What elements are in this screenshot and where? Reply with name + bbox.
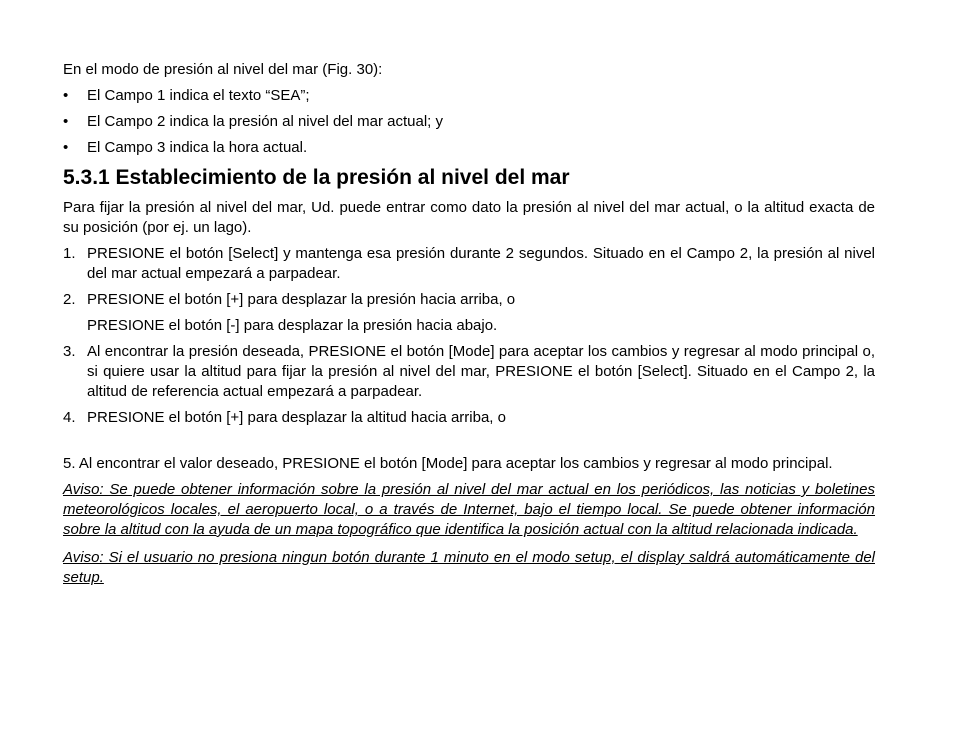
step-text: PRESIONE el botón [+] para desplazar la altitud hacia arriba, o	[87, 409, 506, 426]
step-number: 1.	[63, 245, 76, 262]
step-item	[63, 408, 875, 428]
step-number: 2.	[63, 291, 76, 308]
bullet-mark: •	[63, 113, 69, 130]
step-item	[63, 316, 875, 336]
step-number: 3.	[63, 343, 76, 360]
step-number	[63, 316, 87, 336]
step-text: PRESIONE el botón [-] para desplazar la presión hacia abajo.	[87, 317, 498, 334]
step-number: 4.	[63, 409, 76, 426]
document-content	[63, 60, 875, 588]
step-item	[63, 290, 875, 310]
bullet-item	[63, 112, 875, 132]
bullet-item	[63, 86, 875, 106]
step-text: PRESIONE el botón [+] para desplazar la presión hacia arriba, o	[87, 291, 516, 308]
bullet-text: El Campo 3 indica la hora actual.	[87, 139, 308, 156]
notice-text: Aviso: Se puede obtener información sobre la presión al nivel del mar actual en los periódicos, las noticias y boletines meteorológicos locales, el aeropuerto local, o a través de Internet, bajo el tiempo local. Se puede obtener información sobre la altitud con la ayuda de un mapa topográfico que identifica la posición actual con la altitud relacionada indicada.	[63, 481, 875, 538]
notice-text: Aviso: Si el usuario no presiona ningun botón durante 1 minuto en el modo setup, el display saldrá automáticamente del setup.	[63, 549, 875, 586]
step-text: Al encontrar la presión deseada, PRESIONE el botón [Mode] para aceptar los cambios y regresar al modo principal o, si quiere usar la altitud para fijar la presión al nivel del mar, PRESIONE el botón [Select]. Situado en el Campo 2, la altitud de referencia actual empezará a parpadear.	[87, 343, 875, 400]
intro-text: En el modo de presión al nivel del mar (Fig. 30):	[63, 61, 383, 78]
step-5-text: 5. Al encontrar el valor deseado, PRESIONE el botón [Mode] para aceptar los cambios y regresar al modo principal.	[63, 455, 833, 472]
section-intro: Para fijar la presión al nivel del mar, Ud. puede entrar como dato la presión al nivel del mar actual, o la altitud exacta de su posición (por ej. un lago).	[63, 199, 875, 236]
bullet-mark: •	[63, 87, 69, 104]
bullet-text: El Campo 2 indica la presión al nivel del mar actual; y	[87, 113, 444, 130]
bullet-mark: •	[63, 139, 69, 156]
step-item	[63, 244, 875, 284]
step-item	[63, 342, 875, 402]
step-text: PRESIONE el botón [Select] y mantenga esa presión durante 2 segundos. Situado en el Campo 2, la presión al nivel del mar actual empezará a parpadear.	[87, 245, 875, 282]
bullet-item	[63, 138, 875, 158]
bullet-text: El Campo 1 indica el texto “SEA”;	[87, 87, 310, 104]
section-title: 5.3.1 Establecimiento de la presión al nivel del mar	[63, 166, 570, 189]
